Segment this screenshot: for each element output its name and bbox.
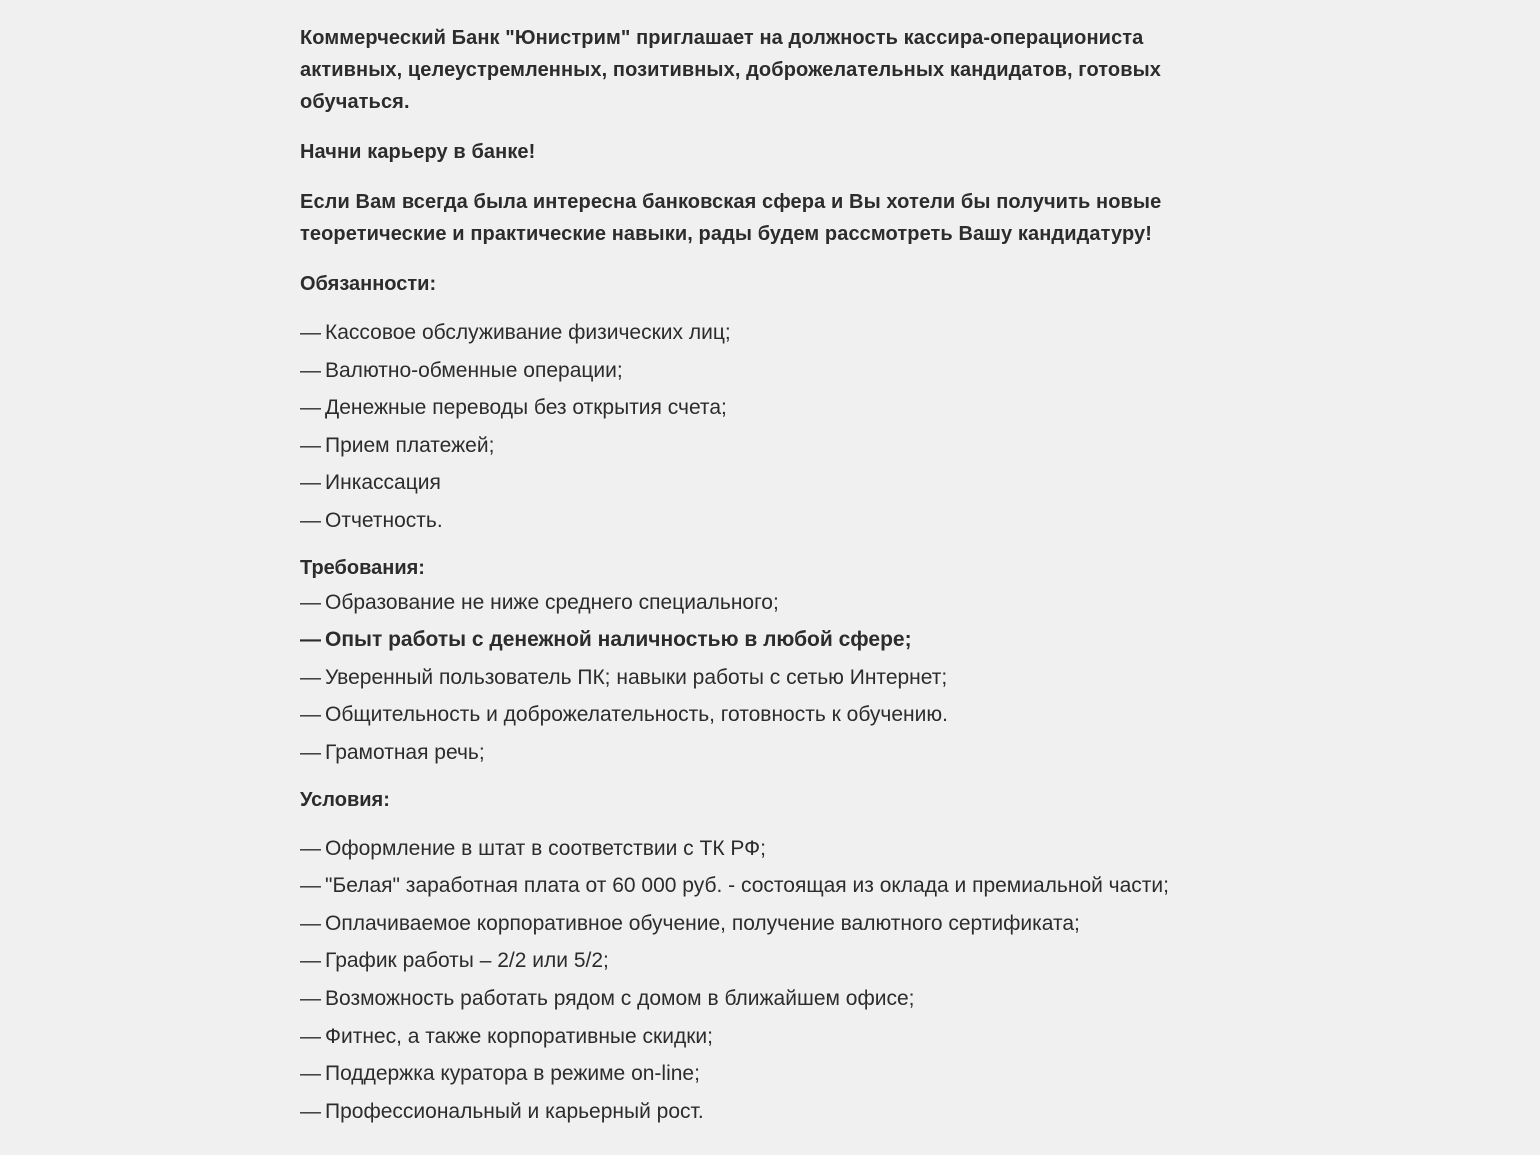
dash-marker: —: [300, 836, 321, 860]
list-item: — График работы – 2/2 или 5/2;: [300, 942, 1230, 980]
duties-title: Обязанности:: [300, 273, 437, 295]
requirements-title: Требования:: [300, 556, 425, 579]
list-item: — "Белая" заработная плата от 60 000 руб. - состоящая из оклада и премиальной части;: [300, 867, 1230, 905]
dash-marker: —: [300, 703, 321, 727]
conditions-list: [300, 830, 1230, 1131]
dash-marker: —: [300, 396, 321, 420]
list-item: — Валютно-обменные операции;: [300, 352, 1230, 390]
dash-marker: —: [300, 433, 321, 457]
list-item: — Профессиональный и карьерный рост.: [300, 1093, 1230, 1131]
dash-marker: —: [300, 740, 321, 764]
list-item: — Грамотная речь;: [300, 734, 1230, 772]
vacancy-description: [300, 22, 1230, 1130]
dash-marker: —: [300, 949, 321, 973]
list-item: — Фитнес, а также корпоративные скидки;: [300, 1018, 1230, 1056]
dash-marker: —: [300, 986, 321, 1010]
conditions-title: Условия:: [300, 788, 390, 811]
dash-marker: —: [300, 590, 321, 614]
dash-marker: —: [300, 1024, 321, 1048]
list-item: — Возможность работать рядом с домом в ближайшем офисе;: [300, 980, 1230, 1018]
dash-marker: —: [300, 321, 321, 344]
dash-marker: —: [300, 874, 321, 898]
list-item: — Общительность и доброжелательность, готовность к обучению.: [300, 696, 1230, 734]
list-item-emphasized: — Опыт работы с денежной наличностью в любой сфере;: [300, 621, 1230, 659]
dash-marker: —: [300, 1099, 321, 1123]
dash-marker: —: [300, 358, 321, 382]
requirements-list: [300, 584, 1230, 772]
dash-marker: —: [300, 628, 321, 652]
intro-slogan: Начни карьеру в банке!: [300, 141, 536, 163]
duties-list: [300, 314, 1230, 540]
list-item: — Оформление в штат в соответствии с ТК РФ;: [300, 830, 1230, 868]
list-item: — Денежные переводы без открытия счета;: [300, 389, 1230, 427]
list-item: — Прием платежей;: [300, 427, 1230, 465]
list-item: — Кассовое обслуживание физических лиц;: [300, 314, 1230, 352]
list-item: — Отчетность.: [300, 502, 1230, 540]
dash-marker: —: [300, 911, 321, 935]
list-item: — Инкассация: [300, 464, 1230, 502]
intro-paragraph: Коммерческий Банк "Юнистрим" приглашает на должность кассира-операциониста активных, целеустремленных, позитивных, доброжелательных кандидатов, готовых обучаться.: [300, 27, 1162, 113]
list-item: — Уверенный пользователь ПК; навыки работы с сетью Интернет;: [300, 659, 1230, 697]
list-item: — Поддержка куратора в режиме on-line;: [300, 1055, 1230, 1093]
list-item: — Оплачиваемое корпоративное обучение, получение валютного сертификата;: [300, 905, 1230, 943]
list-item: — Образование не ниже среднего специального;: [300, 584, 1230, 622]
dash-marker: —: [300, 508, 321, 532]
intro-invitation: Если Вам всегда была интересна банковская сфера и Вы хотели бы получить новые теоретические и практические навыки, рады будем рассмотреть Вашу кандидатуру!: [300, 191, 1162, 245]
dash-marker: —: [300, 471, 321, 495]
dash-marker: —: [300, 665, 321, 689]
dash-marker: —: [300, 1062, 321, 1086]
